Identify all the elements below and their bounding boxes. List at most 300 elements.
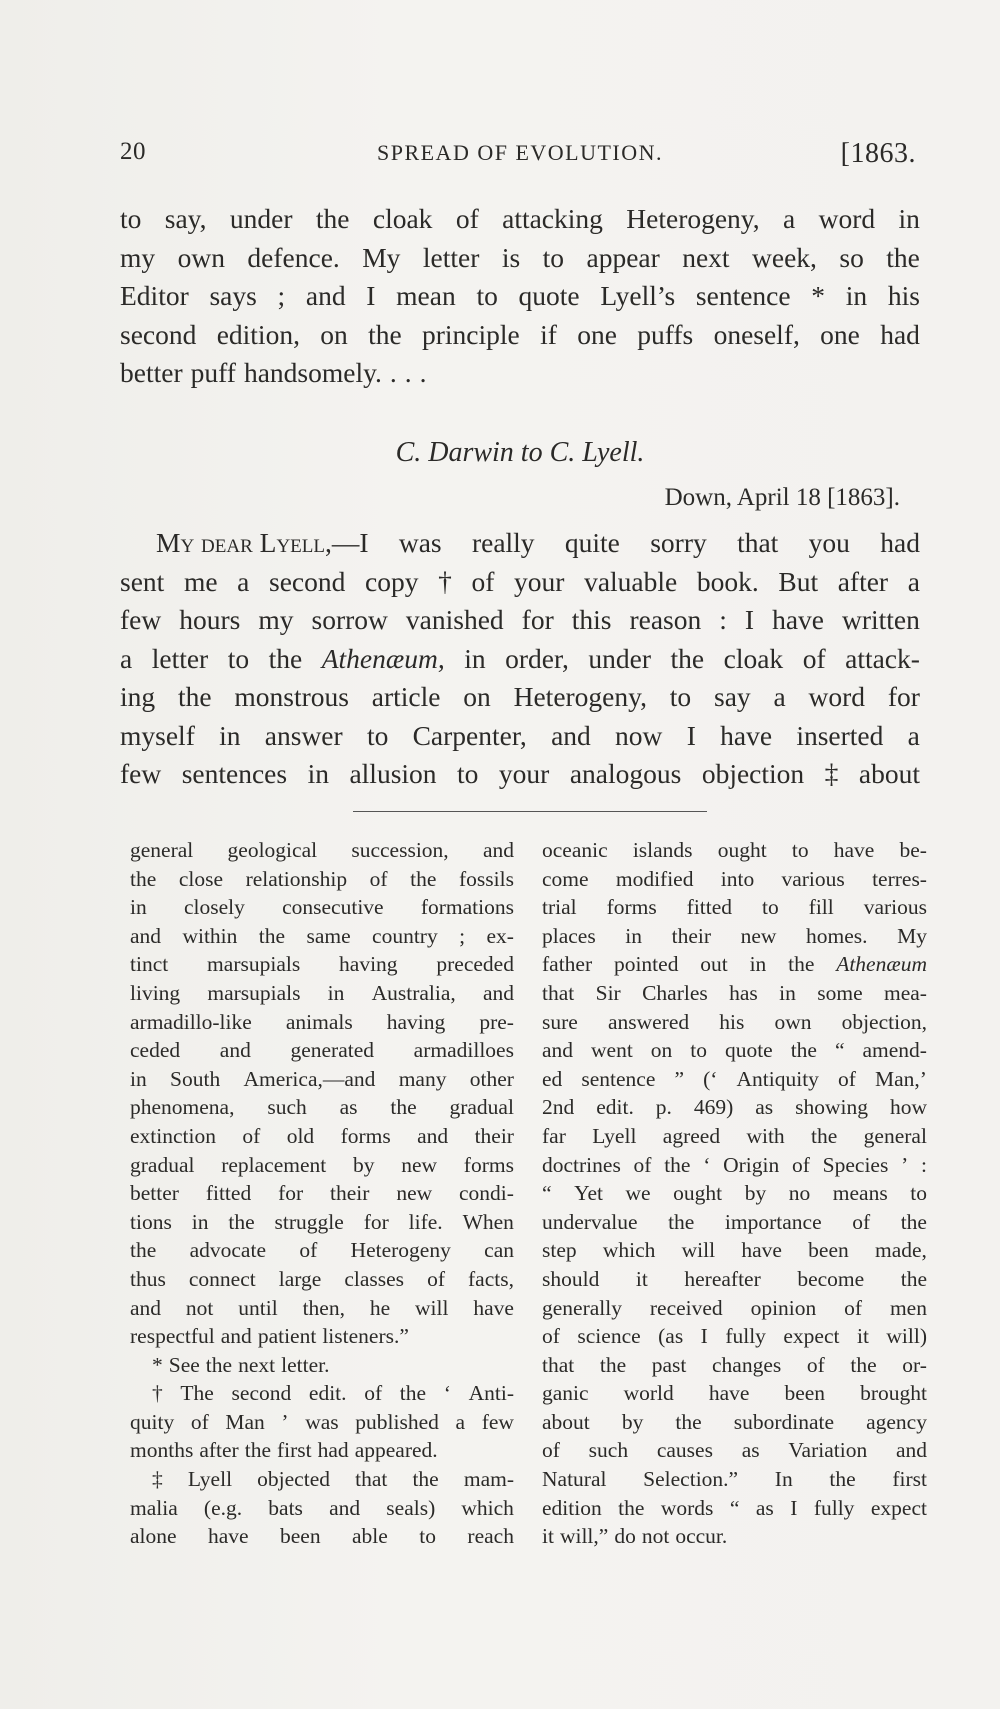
word: new xyxy=(740,923,777,948)
word: “ xyxy=(729,1495,740,1520)
word: forms xyxy=(463,1152,514,1177)
word: . xyxy=(404,357,412,388)
word: the xyxy=(268,642,303,674)
word: own xyxy=(177,241,225,273)
word: † xyxy=(438,565,452,597)
word: which xyxy=(602,1238,656,1263)
word: if xyxy=(540,318,557,350)
footnote-line xyxy=(542,1436,927,1465)
word: for xyxy=(278,1181,304,1206)
word: in xyxy=(749,952,767,977)
word: of xyxy=(542,1438,560,1463)
text-line xyxy=(120,239,920,278)
word: and xyxy=(329,1495,361,1520)
word: answered xyxy=(607,1009,690,1034)
word: of xyxy=(455,203,479,234)
word: I xyxy=(744,604,755,635)
word: Athenæum, xyxy=(321,642,445,674)
word: Athenæum xyxy=(836,952,927,977)
word: old xyxy=(286,1123,315,1148)
footnote-line xyxy=(130,1036,514,1065)
word: in xyxy=(779,980,796,1005)
word: ’ xyxy=(281,1409,289,1434)
word: When xyxy=(462,1209,514,1234)
word: Lyell xyxy=(187,1467,233,1492)
word: until xyxy=(238,1295,278,1320)
word: few xyxy=(481,1409,514,1434)
word: trial xyxy=(542,895,577,920)
word: into xyxy=(720,866,755,891)
running-year: [1863. xyxy=(840,138,916,169)
word: Heterogeny xyxy=(350,1238,451,1263)
word: will) xyxy=(886,1324,927,1349)
word: and xyxy=(305,280,346,311)
word: (‘ xyxy=(703,1066,718,1091)
word: become xyxy=(797,1266,865,1291)
word: copy xyxy=(365,565,419,597)
footnote-line xyxy=(542,950,927,979)
word: and xyxy=(417,1123,449,1148)
word: appear xyxy=(586,241,660,273)
word: various xyxy=(781,866,845,891)
word: of xyxy=(369,866,388,891)
word: † xyxy=(152,1381,163,1406)
word: patient xyxy=(257,1324,317,1349)
word: better xyxy=(120,357,183,388)
word: within xyxy=(182,923,238,948)
word: by xyxy=(621,1409,644,1434)
word: . xyxy=(419,357,427,388)
word: close xyxy=(178,866,224,891)
word: letter xyxy=(422,241,480,273)
word: father xyxy=(542,952,593,977)
word: in xyxy=(219,719,241,751)
word: homes. xyxy=(806,923,868,948)
word: word xyxy=(808,681,866,712)
word: My xyxy=(897,923,927,948)
footnote-line xyxy=(130,1465,514,1494)
word: made, xyxy=(875,1238,927,1263)
word: went xyxy=(591,1038,633,1063)
word: having xyxy=(339,952,398,977)
word: and xyxy=(542,1038,574,1063)
word: thus xyxy=(130,1266,166,1291)
word: their xyxy=(474,1123,514,1148)
footnote-line xyxy=(542,1208,927,1237)
word: own xyxy=(774,1009,812,1034)
word: next xyxy=(682,241,730,273)
word: their xyxy=(330,1181,370,1206)
word: the xyxy=(130,866,157,891)
word: formations xyxy=(420,895,514,920)
word: analogous xyxy=(569,758,682,789)
word: by xyxy=(744,1181,767,1206)
word: new xyxy=(401,1152,438,1177)
word: words xyxy=(660,1495,714,1520)
word: and xyxy=(551,719,591,751)
word: Editor xyxy=(120,280,189,311)
word: country xyxy=(372,923,438,948)
text-line xyxy=(120,563,920,602)
word: quote xyxy=(518,280,580,311)
word: various xyxy=(863,895,927,920)
text-line xyxy=(120,316,920,355)
word: had xyxy=(317,1438,349,1463)
word: then, xyxy=(302,1295,345,1320)
word: in xyxy=(464,642,486,674)
word: to xyxy=(476,280,498,311)
page-number: 20 xyxy=(120,138,146,165)
word: in xyxy=(191,1209,209,1234)
word: of xyxy=(802,642,826,674)
word: quote xyxy=(724,1038,773,1063)
word: the xyxy=(410,866,437,891)
word: of xyxy=(838,1066,856,1091)
word: new xyxy=(396,1181,433,1206)
word: of xyxy=(364,1381,383,1406)
word: come xyxy=(542,866,589,891)
word: edition, xyxy=(216,318,300,350)
word: sentence xyxy=(695,280,791,311)
word: and xyxy=(895,1438,927,1463)
word: his xyxy=(719,1009,745,1034)
word: their xyxy=(671,923,712,948)
word: valuable xyxy=(584,565,678,597)
salutation: My dear Lyell,—I xyxy=(156,527,369,558)
word: South xyxy=(170,1066,221,1091)
footnote-line xyxy=(130,950,514,979)
word: your xyxy=(514,565,565,597)
word: a xyxy=(455,1409,466,1434)
word: doctrines xyxy=(542,1152,621,1177)
footnote-line xyxy=(542,1179,927,1208)
word: and xyxy=(219,1038,251,1063)
word: the xyxy=(412,1467,439,1492)
word: and xyxy=(220,1324,252,1349)
word: tions xyxy=(130,1209,172,1234)
letter-heading: C. Darwin to C. Lyell. xyxy=(395,437,645,468)
word: by xyxy=(352,1152,375,1177)
word: listeners.” xyxy=(322,1324,409,1349)
word: (as xyxy=(658,1324,684,1349)
word: ‘ xyxy=(703,1152,711,1177)
footnote-line xyxy=(130,1408,514,1437)
word: islands xyxy=(632,838,693,862)
footnote-line xyxy=(542,836,927,865)
word: Carpenter, xyxy=(412,719,527,751)
footnote-line xyxy=(542,1122,927,1151)
word: the xyxy=(900,1266,927,1291)
running-head xyxy=(120,138,920,178)
footnote-line xyxy=(542,1465,927,1494)
word: of xyxy=(806,1352,825,1377)
word: second xyxy=(120,318,197,350)
word: ought xyxy=(673,1181,723,1206)
word: fill xyxy=(808,895,834,920)
word: far xyxy=(542,1123,566,1148)
footnote-line xyxy=(130,1494,514,1523)
word: will xyxy=(681,1238,716,1263)
word: pre- xyxy=(479,1009,514,1034)
word: to xyxy=(227,642,250,674)
word: mea- xyxy=(883,980,927,1005)
word: on xyxy=(463,681,491,712)
word: the xyxy=(900,1209,927,1234)
word: fitted xyxy=(686,895,733,920)
word: that xyxy=(355,1467,388,1492)
word: In xyxy=(774,1467,793,1492)
word: quite xyxy=(564,527,620,558)
footnote-line xyxy=(542,979,927,1008)
footnote-line xyxy=(542,922,927,951)
word: the xyxy=(244,1438,271,1463)
word: modified xyxy=(615,866,694,891)
footnote-line xyxy=(542,1265,927,1294)
word: of xyxy=(633,1152,652,1177)
word: say, xyxy=(164,203,207,234)
word: armadilloes xyxy=(413,1038,514,1063)
footnote-line xyxy=(130,1379,514,1408)
word: generated xyxy=(290,1038,375,1063)
word: of xyxy=(471,565,495,597)
word: the xyxy=(811,1123,838,1148)
word: monstrous xyxy=(234,681,349,712)
word: will xyxy=(415,1295,449,1320)
word: living xyxy=(130,980,181,1005)
word: of xyxy=(242,1123,261,1148)
word: article xyxy=(371,681,441,712)
word: have xyxy=(833,838,875,862)
word: ing xyxy=(120,681,156,712)
word: book. xyxy=(696,565,759,597)
word: the xyxy=(790,1038,817,1063)
word: America,—and xyxy=(243,1066,376,1091)
word: world xyxy=(623,1381,674,1406)
text-line xyxy=(120,640,920,679)
footnote-line xyxy=(130,1522,514,1551)
word: have xyxy=(720,719,773,751)
word: few xyxy=(120,604,162,635)
word: able xyxy=(352,1524,388,1549)
word: have xyxy=(741,1238,782,1263)
word: extinction xyxy=(130,1123,216,1148)
word: importance xyxy=(724,1209,822,1234)
word: the xyxy=(618,1495,645,1520)
word: p. xyxy=(655,1095,672,1120)
word: oceanic xyxy=(542,838,608,862)
footnote-line xyxy=(542,1522,927,1551)
word: expect xyxy=(870,1495,927,1520)
footnote-line xyxy=(542,1093,927,1122)
word: better xyxy=(130,1181,179,1206)
word: in xyxy=(307,758,329,789)
word: fitted xyxy=(205,1181,252,1206)
footnote-line xyxy=(542,1494,927,1523)
text-line xyxy=(120,601,920,640)
word: to xyxy=(457,758,479,789)
word: the xyxy=(205,1352,233,1377)
word: appeared. xyxy=(354,1438,438,1463)
word: consecutive xyxy=(282,895,384,920)
footnote-line xyxy=(130,1265,514,1294)
word: after xyxy=(837,565,889,597)
word: Lyell’s xyxy=(600,280,676,311)
word: connect xyxy=(188,1266,256,1291)
word: places xyxy=(542,923,596,948)
word: received xyxy=(649,1295,723,1320)
letter-dateline: Down, April 18 [1863]. xyxy=(664,484,900,511)
footnote-line xyxy=(130,1322,514,1351)
word: objection, xyxy=(841,1009,927,1034)
word: the xyxy=(829,1467,856,1492)
word: have xyxy=(473,1295,514,1320)
word: tinct xyxy=(130,952,169,977)
opening-paragraph xyxy=(120,200,920,393)
word: ought xyxy=(717,838,767,862)
word: struggle xyxy=(274,1209,344,1234)
word: and xyxy=(482,980,514,1005)
footnote-line xyxy=(542,893,927,922)
word: a xyxy=(237,565,250,597)
word: not xyxy=(185,1295,214,1320)
word: that xyxy=(542,1352,575,1377)
word: word xyxy=(818,203,876,234)
word: and xyxy=(130,923,162,948)
word: first xyxy=(277,1438,312,1463)
word: ed xyxy=(542,1066,563,1091)
footnote-line xyxy=(542,1236,927,1265)
word: in xyxy=(327,980,345,1005)
word: as xyxy=(755,1495,774,1520)
chapter-title: SPREAD OF EVOLUTION. xyxy=(376,140,664,165)
footnote-line xyxy=(130,922,514,951)
word: published xyxy=(355,1409,439,1434)
word: having xyxy=(386,1009,446,1034)
footnote-line xyxy=(542,1322,927,1351)
word: been xyxy=(280,1524,321,1549)
word: will,” xyxy=(559,1524,609,1549)
word: amend- xyxy=(862,1038,927,1063)
word: forms xyxy=(340,1123,391,1148)
word: * xyxy=(811,280,826,311)
footnote-line xyxy=(542,865,927,894)
word: general xyxy=(130,838,194,862)
word: reason xyxy=(629,604,702,635)
word: (e.g. xyxy=(203,1495,243,1520)
word: vanished xyxy=(405,604,504,635)
word: animals xyxy=(285,1009,353,1034)
word: say xyxy=(714,681,751,712)
word: it xyxy=(635,1266,648,1291)
word: have xyxy=(708,1381,750,1406)
word: such xyxy=(267,1095,307,1120)
word: been xyxy=(784,1381,826,1406)
word: to xyxy=(910,1181,927,1206)
word: reach xyxy=(467,1524,514,1549)
word: armadillo-like xyxy=(130,1009,252,1034)
word: fully xyxy=(813,1495,855,1520)
footnote-line xyxy=(130,1236,514,1265)
word: out xyxy=(700,952,728,977)
word: defence. xyxy=(247,241,340,273)
word: how xyxy=(889,1095,927,1120)
word: to xyxy=(791,838,809,862)
word: Lyell xyxy=(592,1123,637,1148)
word: my xyxy=(120,241,156,273)
footnote-line xyxy=(130,893,514,922)
footnotes-left-column xyxy=(130,836,514,1551)
word: agency xyxy=(866,1409,927,1434)
word: be- xyxy=(899,838,927,862)
word: past xyxy=(651,1352,687,1377)
word: a xyxy=(783,203,796,234)
word: Antiquity xyxy=(736,1066,819,1091)
text-line xyxy=(120,678,920,717)
word: have xyxy=(207,1524,249,1549)
word: it xyxy=(856,1324,869,1349)
word: large xyxy=(278,1266,322,1291)
word: of xyxy=(427,1266,445,1291)
word: respectful xyxy=(130,1324,215,1349)
word: myself xyxy=(120,719,195,751)
word: of xyxy=(844,1295,863,1320)
word: closely xyxy=(183,895,245,920)
word: should xyxy=(542,1266,600,1291)
word: Yet xyxy=(574,1181,603,1206)
word: Species xyxy=(822,1152,889,1177)
word: preceded xyxy=(436,952,514,977)
word: Natural xyxy=(542,1467,607,1492)
word: the xyxy=(228,1209,255,1234)
word: handsomely. xyxy=(243,357,382,388)
word: had xyxy=(880,527,920,558)
word: Charles xyxy=(642,980,708,1005)
word: I xyxy=(686,719,696,751)
word: the xyxy=(675,1409,702,1434)
word: My xyxy=(362,241,401,273)
word: marsupials xyxy=(207,952,301,977)
word: ‘ xyxy=(443,1381,451,1406)
word: of xyxy=(792,1152,810,1177)
word: ganic xyxy=(542,1381,589,1406)
footnote-line xyxy=(542,1036,927,1065)
letter-paragraph xyxy=(120,524,920,794)
word: really xyxy=(471,527,535,558)
footnote-rule xyxy=(353,811,707,812)
word: undervalue xyxy=(542,1209,638,1234)
word: such xyxy=(588,1438,629,1463)
word: says xyxy=(209,280,257,311)
text-line xyxy=(120,717,920,756)
footnote-line xyxy=(130,1351,514,1380)
word: the xyxy=(670,642,705,674)
word: ” xyxy=(674,1066,685,1091)
word: the xyxy=(258,923,286,948)
footnote-line xyxy=(130,1208,514,1237)
word: opinion xyxy=(750,1295,817,1320)
word: allusion xyxy=(349,758,437,789)
word: puff xyxy=(190,357,236,388)
footnote-line xyxy=(542,1151,927,1180)
word: general xyxy=(863,1123,927,1148)
word: one xyxy=(577,318,617,350)
word: ’ xyxy=(901,1152,909,1177)
word: can xyxy=(484,1238,514,1263)
word: “ xyxy=(542,1181,552,1206)
word: few xyxy=(120,758,162,789)
word: as xyxy=(741,1438,760,1463)
word: had xyxy=(880,318,920,350)
